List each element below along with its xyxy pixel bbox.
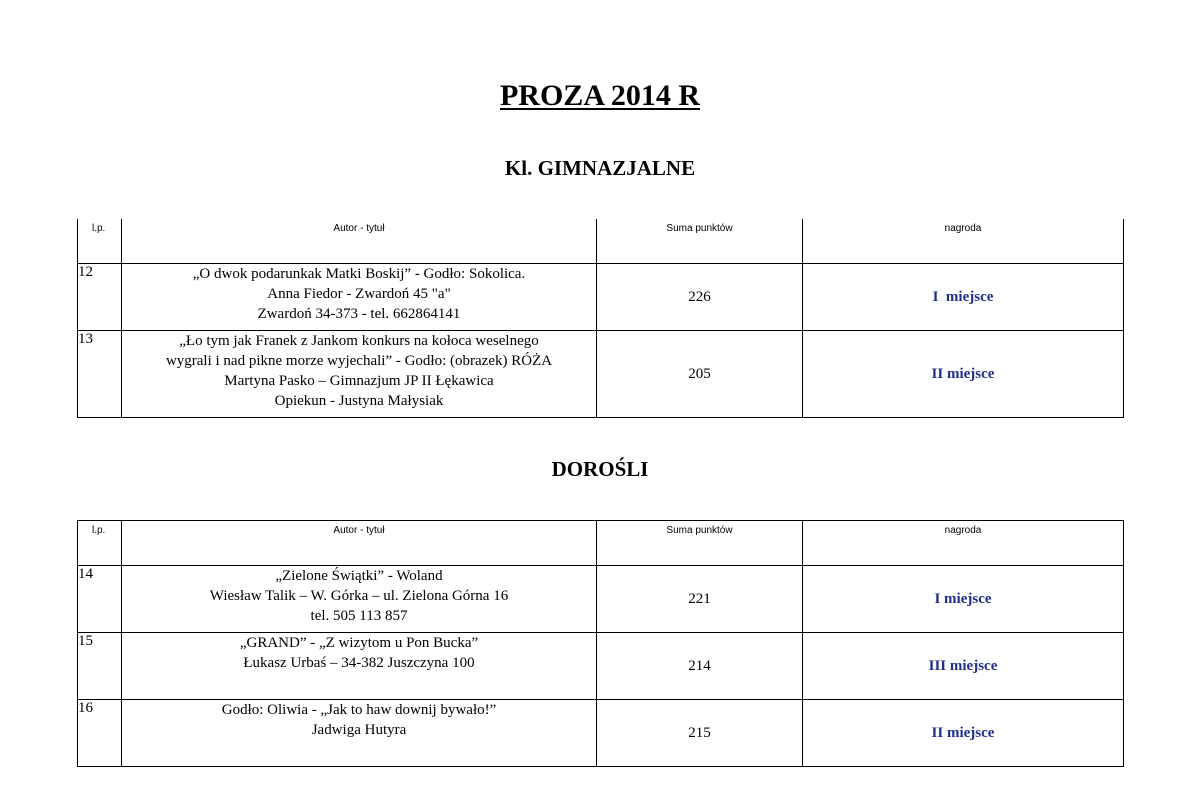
table-row (78, 700, 1124, 767)
autor-line: Anna Fiedor - Zwardoń 45 "a" (267, 286, 451, 302)
cell-lp: 14 (78, 566, 122, 633)
cell-nagroda: I miejsce (803, 566, 1124, 633)
table-row (78, 264, 1124, 331)
cell-autor (122, 633, 597, 700)
cell-nagroda: I miejsce (803, 264, 1124, 331)
autor-line: Łukasz Urbaś – 34-382 Juszczyna 100 (243, 655, 475, 671)
autor-line: Opiekun - Justyna Małysiak (274, 393, 444, 409)
table-row (78, 633, 1124, 700)
autor-line: Wiesław Talik – W. Górka – ul. Zielona Górna 16 (209, 588, 509, 604)
autor-line: tel. 505 113 857 (310, 608, 408, 624)
cell-suma: 205 (597, 331, 803, 418)
header-autor: Autor - tytuł (122, 219, 597, 264)
autor-line: „O dwok podarunkak Matki Boskij” - Godło: Sokolica. (192, 266, 526, 282)
autor-line: „GRAND” - „Z wizytom u Pon Bucka” (239, 635, 479, 651)
cell-suma: 215 (597, 700, 803, 767)
cell-autor (122, 331, 597, 418)
cell-suma: 226 (597, 264, 803, 331)
autor-line: Martyna Pasko – Gimnazjum JP II Łękawica (224, 373, 494, 389)
cell-lp: 13 (78, 331, 122, 418)
header-nagroda: nagroda (803, 219, 1124, 264)
cell-lp: 16 (78, 700, 122, 767)
cell-suma: 221 (597, 566, 803, 633)
header-autor: Autor - tytuł (122, 521, 597, 566)
header-suma: Suma punktów (597, 521, 803, 566)
autor-line: Zwardoń 34-373 - tel. 662864141 (257, 306, 461, 322)
section-heading-gimnazjalne: Kl. GIMNAZJALNE (504, 156, 696, 180)
header-suma: Suma punktów (597, 219, 803, 264)
autor-line: Godło: Oliwia - „Jak to haw downij bywało!” (221, 702, 497, 718)
table-row (78, 566, 1124, 633)
cell-nagroda: III miejsce (803, 633, 1124, 700)
table-header-row (78, 521, 1124, 566)
cell-autor (122, 264, 597, 331)
cell-suma: 214 (597, 633, 803, 700)
autor-line: „Zielone Świątki” - Woland (275, 568, 443, 584)
table-row (78, 331, 1124, 418)
header-lp: l.p. (78, 219, 122, 264)
results-table-dorosli (77, 520, 1124, 767)
page-title: PROZA 2014 R (499, 79, 700, 112)
table-header-row (78, 219, 1124, 264)
cell-nagroda: II miejsce (803, 700, 1124, 767)
header-lp: l.p. (78, 521, 122, 566)
cell-lp: 12 (78, 264, 122, 331)
results-table-gimnazjalne (77, 219, 1124, 418)
autor-line: „Ło tym jak Franek z Jankom konkurs na kołoca weselnego (179, 333, 539, 349)
cell-lp: 15 (78, 633, 122, 700)
cell-nagroda: II miejsce (803, 331, 1124, 418)
section-heading-dorosli: DOROŚLI (551, 457, 649, 481)
autor-line: wygrali i nad pikne morze wyjechali” - Godło: (obrazek) RÓŻA (165, 353, 553, 369)
cell-autor (122, 700, 597, 767)
autor-line: Jadwiga Hutyra (311, 722, 407, 738)
cell-autor (122, 566, 597, 633)
header-nagroda: nagroda (803, 521, 1124, 566)
